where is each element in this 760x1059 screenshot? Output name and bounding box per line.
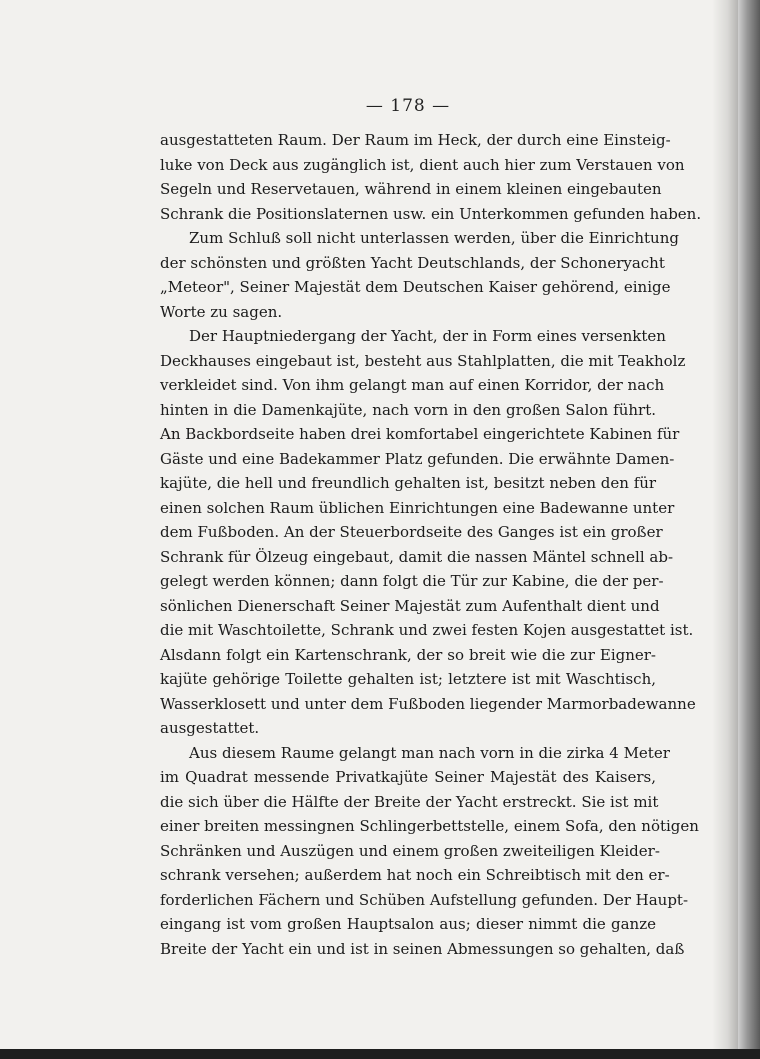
text-line: verkleidet sind. Von ihm gelangt man auf einen Korridor, der nach — [160, 376, 665, 394]
text-line: luke von Deck aus zugänglich ist, dient auch hier zum Verstauen von — [160, 155, 685, 174]
text-line: Schrank für Ölzeug eingebaut, damit die nassen Mäntel schnell ab- — [160, 547, 674, 566]
text-line: Der Hauptniedergang der Yacht, der in Form eines versenkten — [189, 327, 666, 345]
text-line: forderlichen Fächern und Schüben Aufstellung gefunden. Der Haupt- — [160, 890, 689, 909]
text-line: Worte zu sagen. — [160, 302, 283, 321]
text-line: Segeln und Reservetauen, während in einem kleinen eingebauten — [160, 180, 662, 198]
text-line: eingang ist vom großen Hauptsalon aus; dieser nimmt die ganze — [160, 915, 656, 933]
page-edge-shadow — [712, 0, 738, 1059]
text-line: die sich über die Hälfte der Breite der Yacht erstreckt. Sie ist mit — [160, 792, 659, 811]
scan-bottom-border — [0, 1049, 760, 1059]
text-line: Schrank die Positionslaternen usw. ein Unterkommen gefunden haben. — [160, 204, 702, 223]
text-line: die mit Waschtoilette, Schrank und zwei festen Kojen ausgestattet ist. — [160, 621, 694, 639]
text-line: einer breiten messingnen Schlingerbettstelle, einem Sofa, den nötigen — [160, 817, 699, 835]
text-line: Zum Schluß soll nicht unterlassen werden, über die Einrichtung — [189, 229, 679, 247]
text-line: kajüte, die hell und freundlich gehalten ist, besitzt neben den für — [160, 474, 657, 492]
text-line: im Quadrat messende Privatkajüte Seiner Majestät des Kaisers, — [160, 768, 656, 786]
text-line: Aus diesem Raume gelangt man nach vorn in die zirka 4 Meter — [189, 743, 670, 762]
text-line: Schränken und Auszügen und einem großen zweiteiligen Kleider- — [160, 841, 660, 860]
text-line: dem Fußboden. An der Steuerbordseite des Ganges ist ein großer — [160, 523, 663, 541]
text-line: Gäste und eine Badekammer Platz gefunden. Die erwähnte Damen- — [160, 449, 675, 468]
text-line: sönlichen Dienerschaft Seiner Majestät zum Aufenthalt dient und — [160, 596, 660, 615]
text-line: „Meteor", Seiner Majestät dem Deutschen Kaiser gehörend, einige — [160, 278, 671, 296]
page-number-header: — 178 — — [365, 96, 451, 116]
text-line: kajüte gehörige Toilette gehalten ist; letztere ist mit Waschtisch, — [160, 670, 656, 688]
text-line: schrank versehen; außerdem hat noch ein Schreibtisch mit den er- — [160, 866, 670, 884]
text-line: Alsdann folgt ein Kartenschrank, der so breit wie die zur Eigner- — [160, 645, 656, 664]
text-line: Breite der Yacht ein und ist in seinen Abmessungen so gehalten, daß — [160, 939, 685, 958]
adjacent-page-edge — [738, 0, 760, 1059]
text-line: ausgestattet. — [160, 719, 260, 737]
text-line: ausgestatteten Raum. Der Raum im Heck, der durch eine Einsteig- — [160, 131, 671, 149]
text-line: Wasserklosett und unter dem Fußboden liegender Marmorbadewanne — [160, 694, 696, 713]
body-text — [160, 128, 702, 961]
text-line: gelegt werden können; dann folgt die Tür zur Kabine, die der per- — [160, 572, 664, 590]
text-line: Deckhauses eingebaut ist, besteht aus Stahlplatten, die mit Teakholz — [160, 351, 686, 370]
text-line: An Backbordseite haben drei komfortabel eingerichtete Kabinen für — [160, 425, 680, 443]
text-line: einen solchen Raum üblichen Einrichtungen eine Badewanne unter — [160, 498, 675, 517]
text-line: der schönsten und größten Yacht Deutschlands, der Schoneryacht — [160, 253, 665, 272]
text-line: hinten in die Damenkajüte, nach vorn in den großen Salon führt. — [160, 400, 656, 419]
